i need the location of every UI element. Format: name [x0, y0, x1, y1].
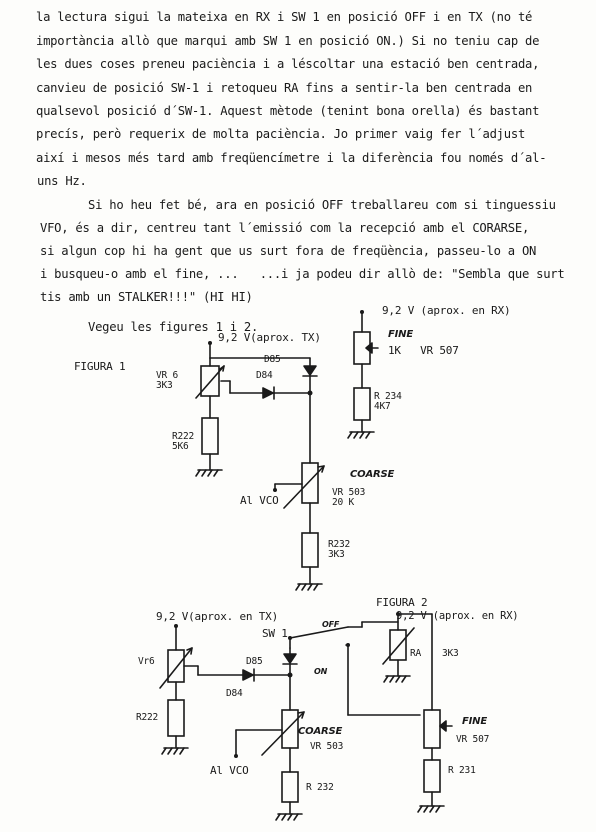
text-line: i busqueu-o amb el fine, ... ...i ja podeu dir allò de: "Sembla que surt: [40, 267, 565, 281]
figure2-ra-label: RA: [410, 648, 422, 659]
figure1-r234-label: R 234: [374, 391, 402, 402]
text-line: les dues coses preneu paciència i a léscoltar una estació ben centrada,: [36, 57, 540, 71]
figure1-d84-label: D84: [256, 370, 273, 381]
figure1-r222-label: R222: [172, 431, 195, 442]
text-line: si algun cop hi ha gent que us surt fora de freqüència, passeu-lo a ON: [40, 244, 537, 258]
text-line: així i mesos més tard amb freqüencímetre i la diferència fou només d´al-: [36, 151, 547, 165]
figure1-d85-label: D85: [264, 354, 281, 365]
text-line: VFO, és a dir, centreu tant l´emissió com la recepció amb el CORARSE,: [40, 221, 530, 235]
figure1-vr507-label: 1K VR 507: [388, 344, 459, 357]
text-line: uns Hz.: [37, 174, 87, 188]
figure2-d84-label: D84: [226, 688, 243, 699]
figure1-fine-label: FINE: [388, 329, 413, 340]
figure1-supply-rx: 9,2 V (aprox. en RX): [382, 304, 511, 317]
figure2-r222-label: R222: [136, 712, 159, 723]
figure1-vco-label: Al VCO: [240, 494, 279, 507]
text-line: importància allò que marqui amb SW 1 en posició ON.) Si no teniu cap de: [36, 34, 540, 48]
text-line: precís, però requerix de molta paciència. Jo primer vaig fer l´adjust: [36, 127, 526, 141]
text-line: canvieu de posició SW-1 i retoqueu RA fins a sentir-la ben centrada en: [36, 81, 533, 95]
figure2-sw1-label: SW 1: [262, 627, 288, 640]
figure2-r232-label: R 232: [306, 782, 334, 793]
text-line: Si ho heu fet bé, ara en posició OFF treballareu com si tinguessiu: [88, 198, 556, 212]
text-line: tis amb un STALKER!!!" (HI HI): [40, 290, 253, 304]
figure1-vr503-value: 20 K: [332, 497, 355, 508]
figure2-vco-label: Al VCO: [210, 764, 249, 777]
text-line: qualsevol posició d´SW-1. Aquest mètode (tenint bona orella) és bastant: [36, 104, 540, 118]
figure2-vr503-label: VR 503: [310, 741, 344, 752]
figure2-vr507-label: VR 507: [456, 734, 490, 745]
figure2-title: FIGURA 2: [376, 596, 428, 609]
figure2-fine-label: FINE: [462, 716, 487, 727]
figure1-vr503-label: VR 503: [332, 487, 366, 498]
figure1-vr6-label: VR 6: [156, 370, 179, 381]
figure1-coarse-label: COARSE: [350, 469, 395, 480]
figure2-supply-rx: 9,2 V (aprox. en RX): [396, 610, 519, 622]
text-line: la lectura sigui la mateixa en RX i SW 1 en posició OFF i en TX (no té: [36, 10, 533, 24]
figure2-vr6-label: Vr6: [138, 656, 155, 667]
figure2-coarse-label: COARSE: [298, 726, 343, 737]
figure2-ra-value: 3K3: [442, 648, 459, 659]
figure2-supply-tx: 9,2 V(aprox. en TX): [156, 610, 279, 623]
text-line: Vegeu les figures 1 i 2.: [88, 320, 259, 334]
figure1-r222-value: 5K6: [172, 441, 189, 452]
figure2-on-label: ON: [314, 667, 328, 676]
figure1-supply-tx: 9,2 V(aprox. TX): [218, 331, 321, 344]
figure1-r232-value: 3K3: [328, 549, 345, 560]
figure2-r231-label: R 231: [448, 765, 476, 776]
figure1-r234-value: 4K7: [374, 401, 391, 412]
figure2-off-label: OFF: [322, 620, 340, 629]
figure1-title: FIGURA 1: [74, 360, 126, 373]
figure1-r232-label: R232: [328, 539, 351, 550]
figure2-d85-label: D85: [246, 656, 263, 667]
figure1-vr6-value: 3K3: [156, 380, 173, 391]
